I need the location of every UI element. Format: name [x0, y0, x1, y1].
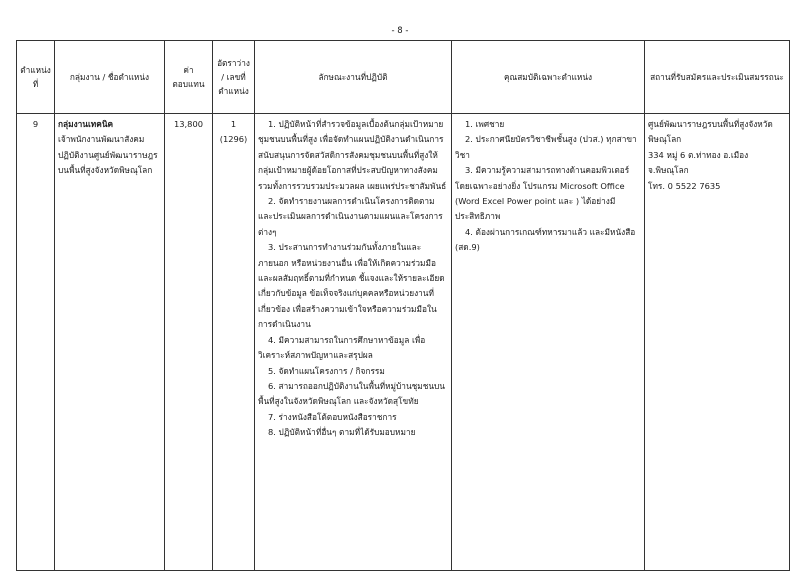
row-number: 9	[17, 114, 55, 571]
header-duties: ลักษณะงานที่ปฏิบัติ	[255, 41, 452, 114]
duty-item: 6. สามารถออกปฏิบัติงานในพื้นที่หมู่บ้านชุมชนบนพื้นที่สูงในจังหวัดพิษณุโลก และจังหวัดสุโขทัย	[258, 380, 445, 407]
place-province: จ.พิษณุโลก	[648, 165, 689, 176]
group-position-cell	[55, 114, 165, 571]
duty-item: 5. จัดทำแผนโครงการ / กิจกรรม	[268, 365, 385, 376]
header-salary: ค่าตอบแทน	[165, 41, 213, 114]
duty-item: 4. มีความสามารถในการศึกษาหาข้อมูล เพื่อวิเคราะห์สภาพปัญหาและสรุปผล	[258, 334, 426, 361]
header-group-position: กลุ่มงาน / ชื่อตำแหน่ง	[55, 41, 165, 114]
duty-item: 1. ปฏิบัติหน้าที่สำรวจข้อมูลเบื้องต้นกลุ่มเป้าหมายชุมชนบนพื้นที่สูง เพื่อจัดทำแผนปฏิบัติงานดำเนินการสนับสนุนการจัดสวัสดิการสังคมชุมชนบนพื้นที่สูงให้กลุ่มเป้าหมายผู้ด้อยโอกาสที่ประสบปัญหาทางสังคม รวมทั้งการรวบรวมประมวลผล เผยแพร่ประชาสัมพันธ์	[258, 119, 447, 191]
place-address: 334 หมู่ 6 ต.ท่าทอง อ.เมือง	[648, 149, 749, 160]
header-rate: อัตราว่าง / เลขที่ตำแหน่ง	[213, 41, 255, 114]
duty-item: 3. ประสานการทำงานร่วมกันทั้งภายในและภายนอก หรือหน่วยงานอื่น เพื่อให้เกิดความร่วมมือและผลสัมฤทธิ์ตามที่กำหนด ชี้แจงและให้รายละเอียดเกี่ยวกับข้อมูล ข้อเท็จจริงแก่บุคคลหรือหน่วยงานที่เกี่ยวข้อง เพื่อสร้างความเข้าใจหรือความร่วมมือในการดำเนินงาน	[258, 242, 445, 330]
header-qualifications: คุณสมบัติเฉพาะตำแหน่ง	[452, 41, 645, 114]
header-no: ตำแหน่งที่	[17, 41, 55, 114]
salary-value: 13,800	[165, 114, 213, 571]
qualification-item: 2. ประกาศนียบัตรวิชาชีพชั้นสูง (ปวส.) ทุกสาขาวิชา	[455, 134, 637, 160]
header-row	[17, 41, 790, 114]
qualification-item: 3. มีความรู้ความสามารถทางด้านคอมพิวเตอร์ โดยเฉพาะอย่างยิ่ง โปรแกรม Microsoft Office (Word Excel Power point และ ) ได้อย่างมีประสิทธิภาพ	[455, 165, 630, 222]
header-place: สถานที่รับสมัครและประเมินสมรรถนะ	[645, 41, 790, 114]
positions-table	[16, 40, 790, 571]
place-phone: โทร. 0 5522 7635	[648, 180, 721, 191]
place-cell	[645, 114, 790, 571]
group-name: กลุ่มงานเทคนิค	[58, 119, 114, 129]
position-name: เจ้าพนักงานพัฒนาสังคม ปฏิบัติงานศูนย์พัฒนาราษฎรบนพื้นที่สูงจังหวัดพิษณุโลก	[58, 134, 158, 176]
duty-item: 8. ปฏิบัติหน้าที่อื่นๆ ตามที่ได้รับมอบหมาย	[268, 427, 416, 438]
qualification-item: 1. เพศชาย	[465, 119, 505, 129]
qualification-item: 4. ต้องผ่านการเกณฑ์ทหารมาแล้ว และมีหนังสือ (สด.9)	[455, 226, 636, 253]
rate-cell	[213, 114, 255, 571]
qualifications-cell	[452, 114, 645, 571]
duty-item: 2. จัดทำรายงานผลการดำเนินโครงการติดตามและประเมินผลการดำเนินงานตามแผนและโครงการต่างๆ	[258, 196, 443, 237]
page-number: - 8 -	[391, 26, 409, 36]
duty-item: 7. ร่างหนังสือโต้ตอบหนังสือราชการ	[268, 411, 397, 422]
rate-count: 1	[230, 119, 237, 129]
rate-id: (1296)	[219, 134, 248, 145]
place-name: ศูนย์พัฒนาราษฎรบนพื้นที่สูงจังหวัดพิษณุโลก	[648, 119, 773, 145]
table-row	[17, 114, 790, 571]
duties-cell	[255, 114, 452, 571]
